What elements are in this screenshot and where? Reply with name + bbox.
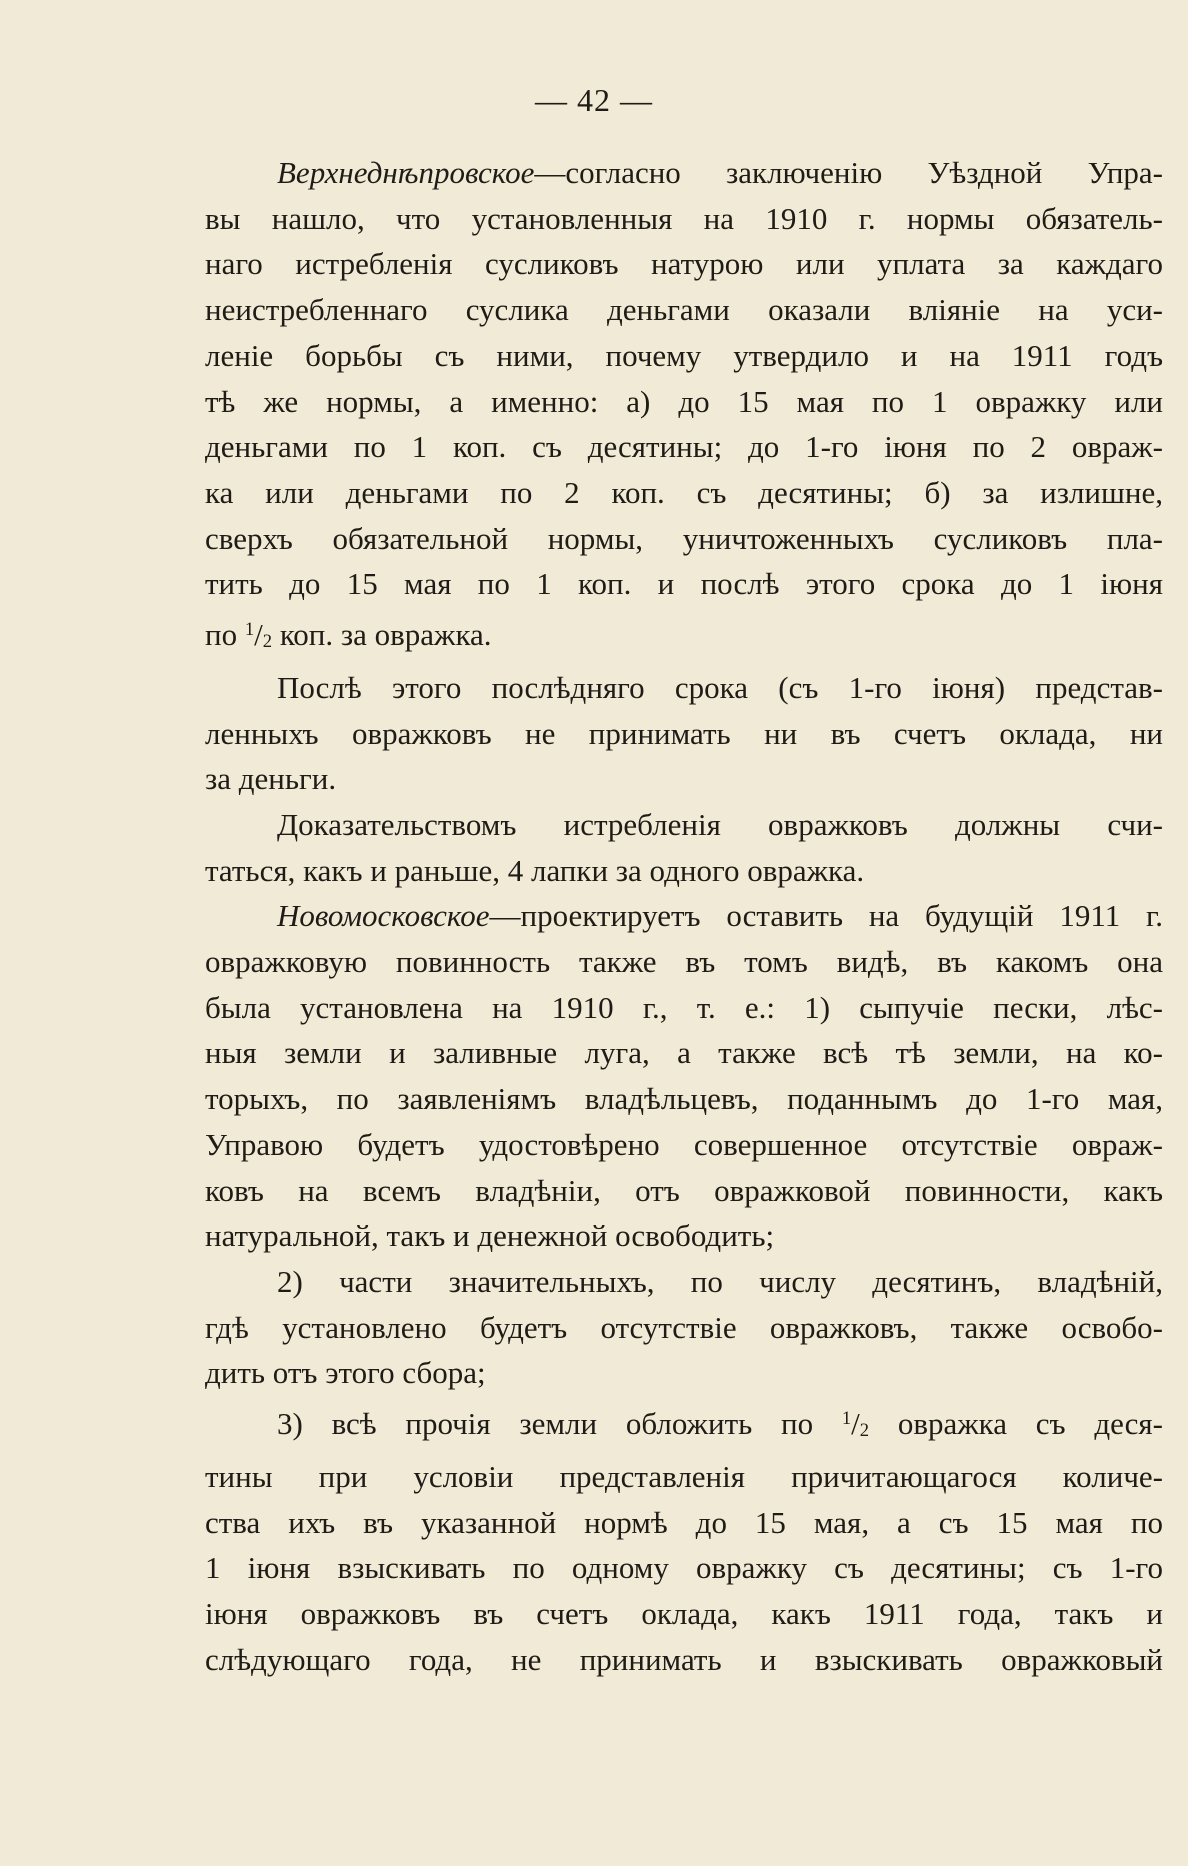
text-line: тины при условіи представленія причитающагося количе-: [205, 1458, 1163, 1494]
text-line: за деньги.: [205, 761, 337, 797]
text-line: 1 іюня взыскивать по одному овражку съ десятины; съ 1-го: [205, 1550, 1163, 1586]
text-line: Доказательствомъ истребленія овражковъ должны счи-: [277, 806, 1163, 842]
text-line: торыхъ, по заявленіямъ владѣльцевъ, поданнымъ до 1-го мая,: [205, 1081, 1163, 1117]
fraction: $^1/_2$: [841, 1406, 870, 1442]
page-number: — 42 —: [535, 82, 653, 118]
text-line: ка или деньгами по 2 коп. съ десятины; б) за излишне,: [205, 474, 1163, 510]
text-line: наго истребленія сусликовъ натурою или уплата за каждаго: [205, 246, 1163, 282]
text-line: неистребленнаго суслика деньгами оказали вліяніе на уси-: [205, 292, 1163, 328]
text-line: Новомосковское—проектируетъ оставить на будущій 1911 г.: [277, 898, 1163, 934]
text-line: деньгами по 1 коп. съ десятины; до 1-го іюня по 2 овраж-: [205, 429, 1163, 465]
text-line: сверхъ обязательной нормы, уничтоженныхъ сусликовъ пла-: [205, 520, 1163, 556]
body-text: [205, 150, 1163, 1682]
fraction: $^1/_2$: [244, 617, 273, 653]
text-line: дить отъ этого сбора;: [205, 1355, 486, 1391]
text-line: 2) части значительныхъ, по числу десятинъ, владѣній,: [277, 1263, 1163, 1299]
text-line: ныя земли и заливные луга, а также всѣ тѣ земли, на ко-: [205, 1035, 1163, 1071]
text-line: ковъ на всемъ владѣніи, отъ овражковой повинности, какъ: [205, 1172, 1163, 1208]
text-line: ства ихъ въ указанной нормѣ до 15 мая, а съ 15 мая по: [205, 1504, 1163, 1540]
text-line: натуральной, такъ и денежной освободить;: [205, 1218, 775, 1254]
text-line: вы нашло, что установленныя на 1910 г. нормы обязатель-: [205, 200, 1163, 236]
district-name: Верхнеднѣпровское: [277, 155, 535, 190]
text-line: таться, какъ и раньше, 4 лапки за одного овражка.: [205, 852, 865, 888]
text-line: по $^1/_2$ коп. за овражка.: [205, 617, 492, 653]
text-line: тить до 15 мая по 1 коп. и послѣ этого срока до 1 іюня: [205, 566, 1163, 602]
district-name: Новомосковское: [277, 898, 490, 934]
text-line: леніе борьбы съ ними, почему утвердило и на 1911 годъ: [205, 337, 1163, 373]
text-line: овражковую повинность также въ томъ видѣ, въ какомъ она: [205, 944, 1163, 980]
text-line: 3) всѣ прочія земли обложить по $^1/_2$ овражка съ деся-: [277, 1406, 1163, 1442]
text-line: Управою будетъ удостовѣрено совершенное отсутствіе овраж-: [205, 1126, 1163, 1162]
text-line: была установлена на 1910 г., т. е.: 1) сыпучіе пески, лѣс-: [205, 989, 1163, 1025]
text-line: тѣ же нормы, а именно: а) до 15 мая по 1 овражку или: [205, 383, 1163, 419]
text-line: гдѣ установлено будетъ отсутствіе овражковъ, также освобо-: [205, 1309, 1163, 1345]
text-line: Послѣ этого послѣдняго срока (съ 1-го іюня) представ-: [277, 669, 1163, 705]
text-line: іюня овражковъ въ счетъ оклада, какъ 1911 года, такъ и: [205, 1595, 1163, 1631]
text-line: слѣдующаго года, не принимать и взыскивать овражковый: [205, 1641, 1163, 1677]
text-line: ленныхъ овражковъ не принимать ни въ счетъ оклада, ни: [205, 715, 1163, 751]
text-line: Верхнеднѣпровское—согласно заключенію Уѣздной Упра-: [277, 155, 1163, 190]
